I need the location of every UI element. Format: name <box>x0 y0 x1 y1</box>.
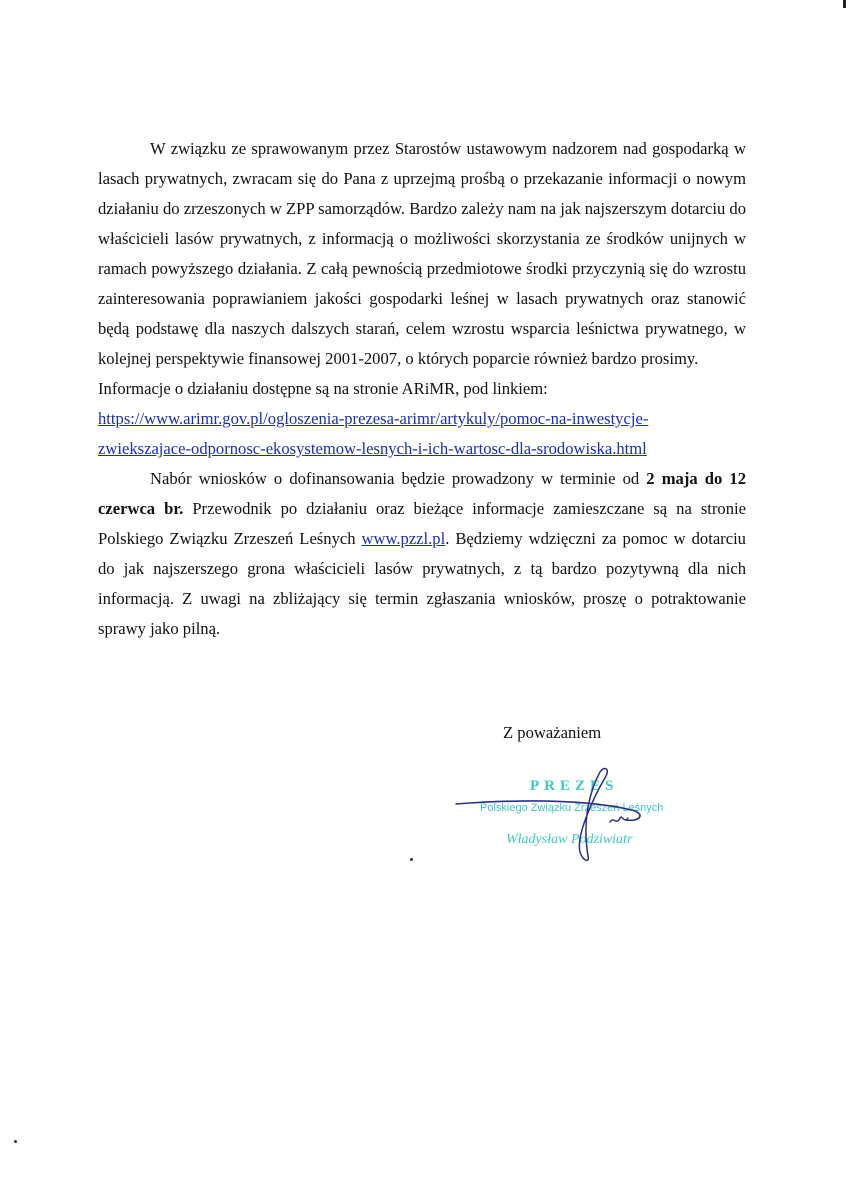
scan-corner-mark <box>843 0 846 8</box>
application-text-end: . Będziemy wdzięczni za pomoc w dotarciu do jak najszerszego grona właścicieli lasów prywatnych, z tą bardzo pozytywną dla nich informacją. Z uwagi na zbliżający się termin zgłaszania wniosków, proszę o potraktowanie sprawy jako pilną. <box>98 529 746 638</box>
paragraph-application-period <box>98 464 746 644</box>
scan-speck <box>14 1140 17 1143</box>
closing-salutation: Z poważaniem <box>503 723 602 742</box>
paragraph-request: W związku ze sprawowanym przez Starostów ustawowym nadzorem nad gospodarką w lasach prywatnych, zwracam się do Pana z uprzejmą prośbą o przekazanie informacji o nowym działaniu do zrzeszonych w ZPP samorządów. Bardzo zależy nam na jak najszerszym dotarciu do właścicieli lasów prywatnych, z informacją o możliwości skorzystania ze środków unijnych w ramach powyższego działania. Z całą pewnością przedmiotowe środki przyczynią się do wzrostu zainteresowania poprawianiem jakości gospodarki leśnej w lasach prywatnych oraz stanowić będą podstawę dla naszych dalszych starań, celem wzrostu wsparcia leśnictwa prywatnego, w kolejnej perspektywie finansowej 2001-2007, o których poparcie również bardzo prosimy. <box>98 139 746 368</box>
arimr-link-part-2[interactable]: zwiekszajace-odpornosc-ekosystemow-lesnych-i-ich-wartosc-dla-srodowiska.html <box>98 439 647 458</box>
handwritten-signature <box>450 760 690 870</box>
application-text-middle: Przewodnik po działaniu oraz bieżące informacje zamieszczane są na stronie Polskiego Związku Zrzeszeń Leśnych <box>98 499 746 548</box>
stamp-title: PREZES <box>530 778 619 794</box>
arimr-link-line-2 <box>98 434 746 464</box>
pzzl-link[interactable]: www.pzzl.pl <box>361 529 446 548</box>
stamp-name: Władysław Podziwiatr <box>506 832 633 847</box>
arimr-link-part-1[interactable]: https://www.arimr.gov.pl/ogloszenia-prezesa-arimr/artykuly/pomoc-na-inwestycje- <box>98 409 649 428</box>
scan-speck <box>410 858 413 861</box>
stamp-organization: Polskiego Związku Zrzeszeń Leśnych <box>480 802 664 814</box>
paragraph-info: Informacje o działaniu dostępne są na stronie ARiMR, pod linkiem: <box>98 379 548 398</box>
letter-body <box>98 134 746 644</box>
application-dates: 2 maja do 12 czerwca br. <box>98 469 747 518</box>
application-text-start: Nabór wniosków o dofinansowania będzie prowadzony w terminie od <box>150 469 647 488</box>
official-stamp <box>450 760 690 870</box>
arimr-link-line-1 <box>98 404 746 434</box>
